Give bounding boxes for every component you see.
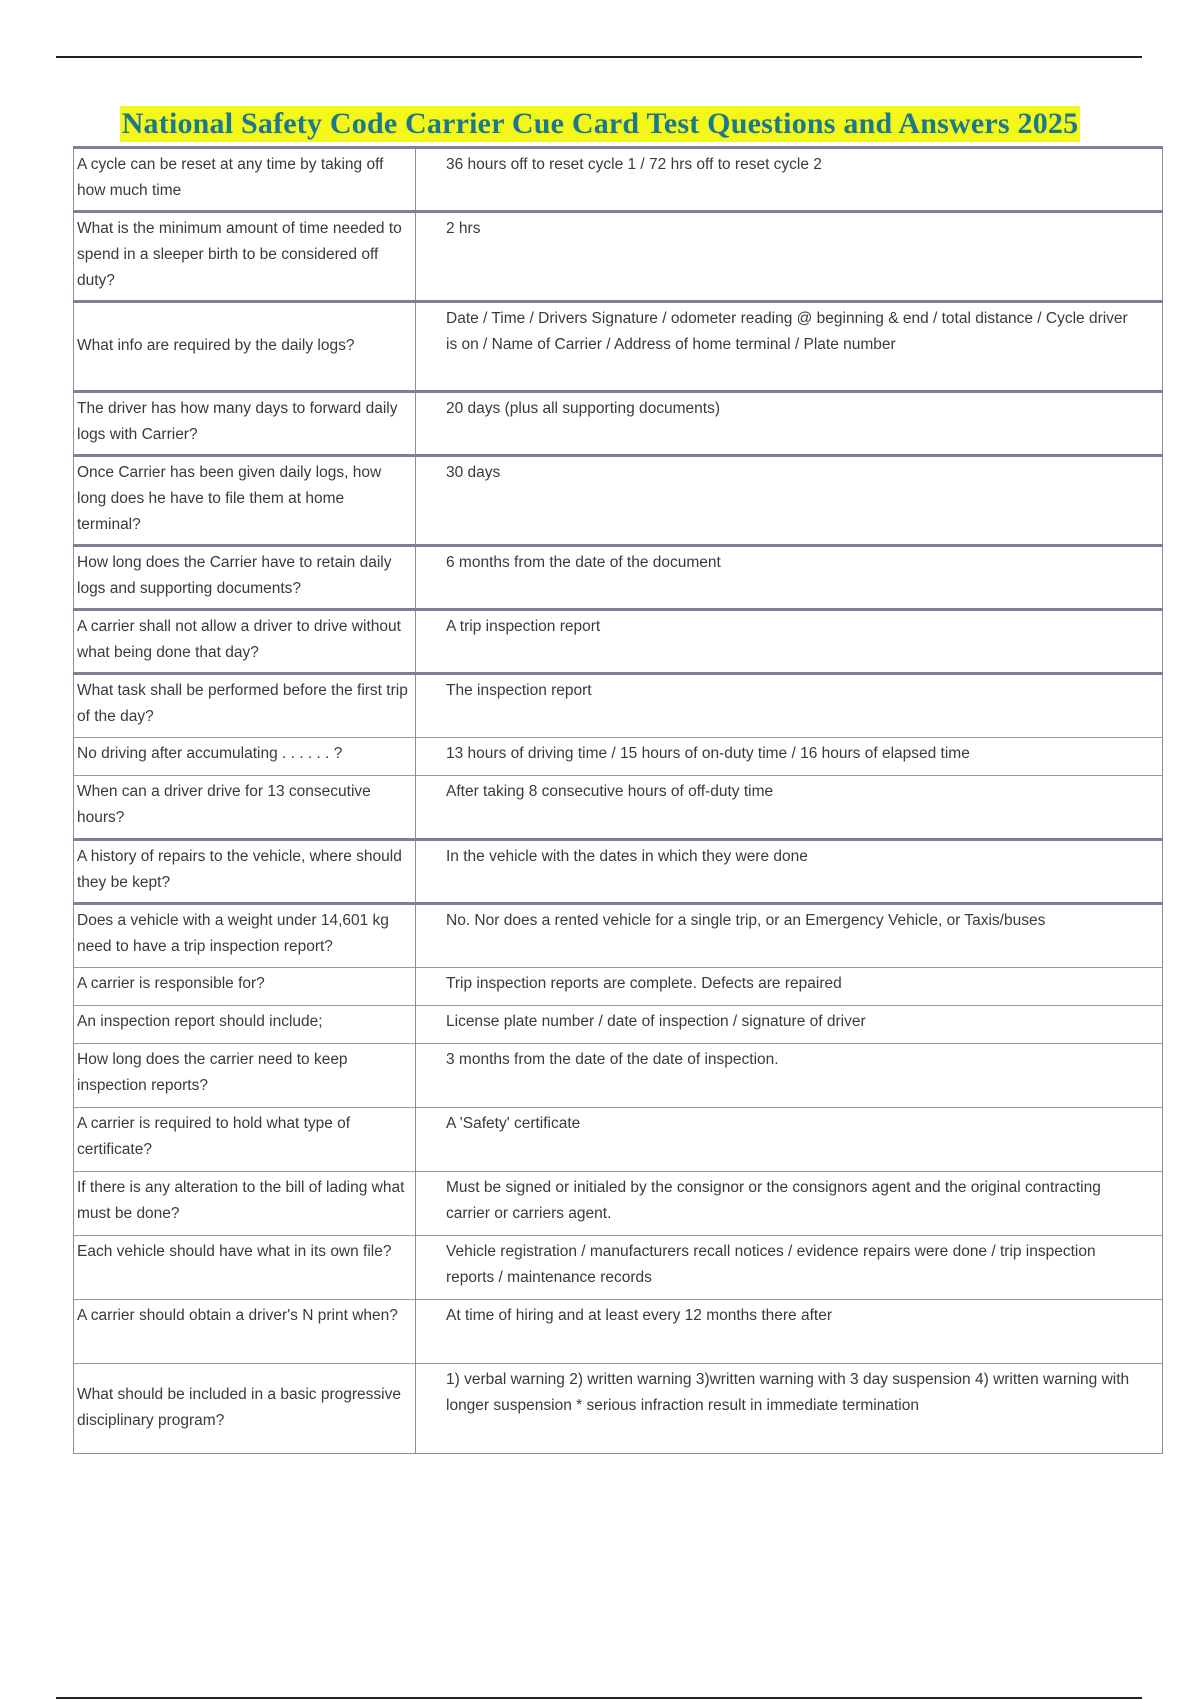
answer-cell: License plate number / date of inspection / signature of driver [416, 1006, 1163, 1044]
answer-cell: In the vehicle with the dates in which they were done [416, 840, 1163, 904]
answer-cell: 6 months from the date of the document [416, 546, 1163, 610]
answer-cell: 36 hours off to reset cycle 1 / 72 hrs off to reset cycle 2 [416, 148, 1163, 212]
table-row [74, 1300, 1163, 1364]
answer-cell: Vehicle registration / manufacturers recall notices / evidence repairs were done / trip inspection reports / maintenance records [416, 1236, 1163, 1300]
table-row [74, 1108, 1163, 1172]
qa-table [73, 146, 1163, 1454]
answer-cell: 3 months from the date of the date of inspection. [416, 1044, 1163, 1108]
table-row [74, 1364, 1163, 1454]
table-row [74, 212, 1163, 302]
question-cell: What info are required by the daily logs? [74, 302, 416, 392]
question-cell: A carrier should obtain a driver's N print when? [74, 1300, 416, 1364]
table-row [74, 302, 1163, 392]
answer-cell: 2 hrs [416, 212, 1163, 302]
answer-cell: Date / Time / Drivers Signature / odometer reading @ beginning & end / total distance / Cycle driver is on / Name of Carrier / Address of home terminal / Plate number [416, 302, 1163, 392]
question-cell: How long does the Carrier have to retain daily logs and supporting documents? [74, 546, 416, 610]
answer-cell: After taking 8 consecutive hours of off-duty time [416, 776, 1163, 840]
question-cell: How long does the carrier need to keep inspection reports? [74, 1044, 416, 1108]
answer-cell: 30 days [416, 456, 1163, 546]
answer-cell: The inspection report [416, 674, 1163, 738]
question-cell: Does a vehicle with a weight under 14,601 kg need to have a trip inspection report? [74, 904, 416, 968]
question-cell: A carrier is required to hold what type of certificate? [74, 1108, 416, 1172]
table-row [74, 1044, 1163, 1108]
question-cell: A carrier shall not allow a driver to drive without what being done that day? [74, 610, 416, 674]
table-row [74, 904, 1163, 968]
table-row [74, 1236, 1163, 1300]
title-wrapper [0, 106, 1200, 142]
table-row [74, 1006, 1163, 1044]
table-row [74, 840, 1163, 904]
answer-cell: A 'Safety' certificate [416, 1108, 1163, 1172]
table-row [74, 674, 1163, 738]
answer-cell: No. Nor does a rented vehicle for a single trip, or an Emergency Vehicle, or Taxis/buses [416, 904, 1163, 968]
question-cell: What task shall be performed before the first trip of the day? [74, 674, 416, 738]
question-cell: A cycle can be reset at any time by taking off how much time [74, 148, 416, 212]
question-cell: A carrier is responsible for? [74, 968, 416, 1006]
table-row [74, 610, 1163, 674]
answer-cell: 13 hours of driving time / 15 hours of on-duty time / 16 hours of elapsed time [416, 738, 1163, 776]
table-row [74, 392, 1163, 456]
question-cell: When can a driver drive for 13 consecutive hours? [74, 776, 416, 840]
answer-cell: Must be signed or initialed by the consignor or the consignors agent and the original contracting carrier or carriers agent. [416, 1172, 1163, 1236]
question-cell: What is the minimum amount of time needed to spend in a sleeper birth to be considered off duty? [74, 212, 416, 302]
table-row [74, 148, 1163, 212]
answer-cell: A trip inspection report [416, 610, 1163, 674]
bottom-rule [56, 1697, 1142, 1699]
answer-cell: 1) verbal warning 2) written warning 3)written warning with 3 day suspension 4) written warning with longer suspension * serious infraction result in immediate termination [416, 1364, 1163, 1454]
question-cell: The driver has how many days to forward daily logs with Carrier? [74, 392, 416, 456]
answer-cell: At time of hiring and at least every 12 months there after [416, 1300, 1163, 1364]
answer-cell: 20 days (plus all supporting documents) [416, 392, 1163, 456]
table-row [74, 546, 1163, 610]
question-cell: Once Carrier has been given daily logs, how long does he have to file them at home terminal? [74, 456, 416, 546]
table-row [74, 776, 1163, 840]
question-cell: Each vehicle should have what in its own file? [74, 1236, 416, 1300]
page-title: National Safety Code Carrier Cue Card Test Questions and Answers 2025 [121, 107, 1079, 140]
table-row [74, 968, 1163, 1006]
question-cell: If there is any alteration to the bill of lading what must be done? [74, 1172, 416, 1236]
answer-cell: Trip inspection reports are complete. Defects are repaired [416, 968, 1163, 1006]
question-cell: What should be included in a basic progressive disciplinary program? [74, 1364, 416, 1454]
table-row [74, 1172, 1163, 1236]
question-cell: An inspection report should include; [74, 1006, 416, 1044]
top-rule [56, 56, 1142, 58]
question-cell: A history of repairs to the vehicle, where should they be kept? [74, 840, 416, 904]
question-cell: No driving after accumulating . . . . . . ? [74, 738, 416, 776]
table-row [74, 738, 1163, 776]
table-row [74, 456, 1163, 546]
